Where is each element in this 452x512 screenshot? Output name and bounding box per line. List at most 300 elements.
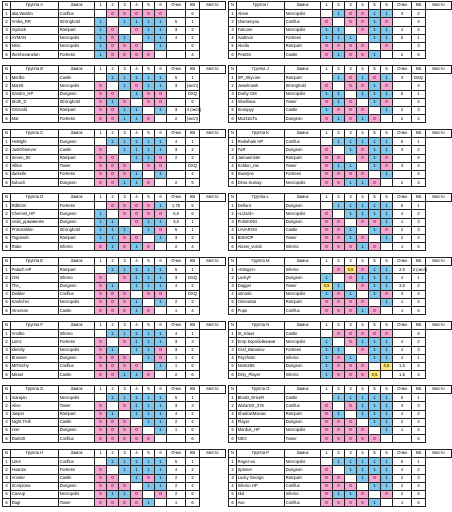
kb-score: 5	[186, 42, 200, 50]
match-result: 0	[321, 226, 333, 234]
header-kb: КВ	[186, 258, 200, 266]
match-result: 0	[107, 202, 119, 210]
group-table	[2, 129, 225, 191]
match-result: 1	[369, 402, 381, 410]
points: 3	[393, 10, 412, 18]
player-castle: Dungeon	[285, 115, 321, 123]
match-result: 1	[333, 10, 345, 18]
row-number: 3	[229, 474, 237, 482]
header-r5: 5	[369, 2, 381, 10]
match-result: 1	[345, 202, 357, 210]
match-result: 1	[155, 34, 167, 42]
player-castle: Stronghold	[59, 18, 95, 26]
row-number: 4	[229, 418, 237, 426]
player-name: Jewelmask	[237, 82, 285, 90]
kb-score: 6	[186, 210, 200, 218]
header-r1: 1	[321, 2, 333, 10]
header-castle: Замок	[285, 66, 321, 74]
match-result	[381, 307, 393, 315]
group-title: Группа K	[237, 130, 285, 138]
match-result: 0	[143, 179, 155, 187]
match-result	[95, 458, 107, 466]
match-result: 1	[143, 218, 155, 226]
match-result: 1	[95, 18, 107, 26]
kb-score: 6	[186, 499, 200, 507]
header-kb: КВ	[412, 386, 426, 394]
table-row	[229, 307, 452, 315]
match-result: 0	[107, 426, 119, 434]
match-result: 0	[345, 82, 357, 90]
table-row	[3, 226, 226, 234]
match-result: 1	[131, 394, 143, 402]
kb-score: 5	[412, 98, 426, 106]
match-result: 1	[155, 170, 167, 178]
match-result: 1	[333, 282, 345, 290]
row-number: 2	[229, 18, 237, 26]
kb-score: 4	[186, 170, 200, 178]
player-name: MuzzZuTa	[237, 115, 285, 123]
match-result: 1	[131, 179, 143, 187]
match-result: 1	[143, 26, 155, 34]
table-row	[3, 282, 226, 290]
header-n: N	[229, 2, 237, 10]
match-result: 1	[155, 26, 167, 34]
match-result	[333, 274, 345, 282]
match-result	[95, 330, 107, 338]
header-r5: 5	[369, 450, 381, 458]
player-castle: Fortress	[59, 170, 95, 178]
match-result: 1	[357, 202, 369, 210]
row-number: 4	[3, 354, 11, 362]
match-result: 0	[333, 243, 345, 251]
header-place: Место	[200, 450, 226, 458]
player-castle: Dungeon	[59, 90, 95, 98]
header-castle: Замок	[59, 2, 95, 10]
row-number: 2	[229, 402, 237, 410]
points: 5	[167, 394, 186, 402]
match-result	[321, 138, 333, 146]
kb-score: (эксп)	[186, 115, 200, 123]
points	[167, 51, 186, 59]
match-result: 0	[333, 106, 345, 114]
header-place: Место	[426, 322, 452, 330]
kb-score: 4	[412, 162, 426, 170]
match-result: 0	[107, 354, 119, 362]
player-castle: Fortress	[285, 170, 321, 178]
player-castle: Castle	[59, 371, 95, 379]
points: 5	[393, 90, 412, 98]
match-result: 1	[143, 458, 155, 466]
match-result	[333, 18, 345, 26]
match-result: 0	[333, 218, 345, 226]
row-number: 6	[3, 179, 11, 187]
kb-score: 2	[412, 410, 426, 418]
match-result: 0	[333, 435, 345, 443]
table-row	[3, 298, 226, 306]
match-result	[131, 290, 143, 298]
match-result: 0	[107, 290, 119, 298]
match-result: 1	[345, 354, 357, 362]
match-result: 1	[143, 138, 155, 146]
player-castle: Necropolis	[285, 290, 321, 298]
points: 2	[167, 298, 186, 306]
match-result: 1	[345, 458, 357, 466]
player-castle: Inferno	[59, 330, 95, 338]
match-result: 0	[321, 466, 333, 474]
player-name: Dirty_Player	[237, 371, 285, 379]
player-name: Falcone	[237, 26, 285, 34]
match-result: 1	[155, 218, 167, 226]
match-result: 1	[95, 34, 107, 42]
player-castle: Rampart	[285, 410, 321, 418]
match-result: 1	[155, 482, 167, 490]
player-castle: Inferno	[285, 371, 321, 379]
match-result: 1	[333, 202, 345, 210]
match-result: 0	[155, 354, 167, 362]
match-result: 0	[119, 499, 131, 507]
player-castle: Inferno	[285, 354, 321, 362]
points: 1	[393, 307, 412, 315]
match-result: 1	[381, 298, 393, 306]
match-result: 1	[95, 234, 107, 242]
row-number: 2	[229, 82, 237, 90]
points	[167, 290, 186, 298]
points	[393, 42, 412, 50]
match-result	[321, 202, 333, 210]
row-number: 4	[229, 34, 237, 42]
match-result: 0	[321, 42, 333, 50]
match-result	[381, 179, 393, 187]
match-result: 1	[155, 338, 167, 346]
kb-score: 1	[412, 394, 426, 402]
table-row	[229, 26, 452, 34]
match-result: 0	[155, 210, 167, 218]
match-result: 1	[369, 146, 381, 154]
player-name: Diabler	[11, 290, 59, 298]
group-table	[2, 449, 225, 511]
player-castle: Conflux	[59, 290, 95, 298]
match-result: 0	[155, 290, 167, 298]
match-result: 1	[381, 410, 393, 418]
match-result: 1	[143, 410, 155, 418]
match-result: 0	[357, 426, 369, 434]
kb-score: DSQ	[186, 274, 200, 282]
player-castle: Rampart	[59, 410, 95, 418]
table-row	[229, 98, 452, 106]
match-result: 1	[95, 42, 107, 50]
match-result: 1	[369, 82, 381, 90]
table-row	[229, 34, 452, 42]
points: 4	[393, 338, 412, 346]
player-name: bubuch	[11, 179, 59, 187]
match-result	[131, 34, 143, 42]
match-result	[369, 490, 381, 498]
points: 2	[167, 371, 186, 379]
player-name: Browser	[11, 354, 59, 362]
match-result	[369, 170, 381, 178]
kb-score: 3	[186, 154, 200, 162]
match-result: 0	[357, 42, 369, 50]
group-table	[2, 257, 225, 319]
player-name: Dagr	[11, 499, 59, 507]
points: 1	[167, 426, 186, 434]
points: 2	[393, 226, 412, 234]
match-result: 1	[345, 466, 357, 474]
match-result: 1	[131, 402, 143, 410]
match-result: 1	[369, 282, 381, 290]
match-result: 0	[333, 330, 345, 338]
row-number: 1	[229, 266, 237, 274]
player-castle: Rampart	[59, 234, 95, 242]
row-number: 3	[229, 218, 237, 226]
header-castle: Замок	[285, 2, 321, 10]
points: 3	[393, 290, 412, 298]
row-number: 1	[3, 458, 11, 466]
player-castle: Dungeon	[59, 354, 95, 362]
match-result: 0	[345, 371, 357, 379]
header-place: Место	[200, 130, 226, 138]
header-points: Очки	[167, 386, 186, 394]
table-row	[229, 146, 452, 154]
group-title: Группа M	[237, 258, 285, 266]
header-r1: 1	[95, 194, 107, 202]
row-number: 5	[3, 426, 11, 434]
kb-score: 1	[186, 218, 200, 226]
match-result: 1	[381, 338, 393, 346]
match-result: 0,5	[345, 266, 357, 274]
table-row	[229, 74, 452, 82]
match-result: 0	[345, 402, 357, 410]
header-points: Очки	[393, 322, 412, 330]
match-result: 1	[131, 138, 143, 146]
kb-score: 2	[412, 115, 426, 123]
table-row	[3, 26, 226, 34]
match-result: 0	[333, 170, 345, 178]
match-result: 1	[369, 138, 381, 146]
points	[393, 82, 412, 90]
header-r3: 3	[345, 386, 357, 394]
match-result: 0	[107, 179, 119, 187]
row-number: 3	[3, 154, 11, 162]
table-row	[3, 418, 226, 426]
player-name: ShadowManiac	[237, 410, 285, 418]
match-result: 1	[333, 26, 345, 34]
player-castle: Castle	[59, 146, 95, 154]
header-r6: 6	[155, 2, 167, 10]
player-castle: Castle	[285, 51, 321, 59]
player-castle: Rampart	[59, 26, 95, 34]
match-result: 1	[131, 274, 143, 282]
match-result: 1	[381, 402, 393, 410]
match-result: 1	[131, 74, 143, 82]
match-result: 0	[357, 282, 369, 290]
header-r4: 4	[357, 450, 369, 458]
player-castle: Fortress	[59, 51, 95, 59]
match-result: 1	[345, 290, 357, 298]
match-result: 1	[369, 410, 381, 418]
kb-score: 4	[186, 418, 200, 426]
kb-score: 2	[412, 338, 426, 346]
group-table	[2, 1, 225, 63]
row-number: 3	[3, 282, 11, 290]
match-result: 0	[369, 179, 381, 187]
match-result: 1	[119, 330, 131, 338]
match-result: 0	[345, 298, 357, 306]
header-r1: 1	[321, 258, 333, 266]
match-result	[381, 499, 393, 507]
match-result: 1	[345, 34, 357, 42]
header-points: Очки	[393, 386, 412, 394]
match-result: 1	[143, 482, 155, 490]
row-number: 6	[229, 115, 237, 123]
match-result: 0	[131, 218, 143, 226]
header-r4: 4	[131, 130, 143, 138]
match-result: 1	[369, 499, 381, 507]
header-r3: 3	[345, 450, 357, 458]
row-number: 5	[229, 170, 237, 178]
points: 3	[167, 82, 186, 90]
header-n: N	[3, 258, 11, 266]
points: 2	[393, 234, 412, 242]
match-result	[119, 218, 131, 226]
match-result: 1	[345, 210, 357, 218]
row-number: 1	[229, 202, 237, 210]
table-row	[229, 51, 452, 59]
player-name: Graf_Bananov	[237, 346, 285, 354]
table-row	[3, 170, 226, 178]
match-result	[357, 482, 369, 490]
header-r5: 5	[143, 66, 155, 74]
row-number: 3	[229, 346, 237, 354]
match-result: 1	[381, 234, 393, 242]
match-result: 1	[155, 82, 167, 90]
match-result: 0	[95, 426, 107, 434]
kb-score: 1	[186, 330, 200, 338]
player-name: Егор Коробейников	[237, 338, 285, 346]
table-row	[229, 362, 452, 370]
match-result: 1	[333, 98, 345, 106]
player-castle: Dungeon	[285, 218, 321, 226]
header-kb: КВ	[186, 66, 200, 74]
match-result	[95, 202, 107, 210]
table-row	[229, 435, 452, 443]
player-castle: Conflux	[59, 10, 95, 18]
header-r5: 5	[143, 322, 155, 330]
match-result: 1	[143, 154, 155, 162]
match-result	[143, 42, 155, 50]
match-result: 0	[95, 346, 107, 354]
match-result	[131, 98, 143, 106]
match-result: 1	[95, 218, 107, 226]
match-result: 0	[345, 274, 357, 282]
points: 0,5	[167, 210, 186, 218]
header-r6: 6	[155, 130, 167, 138]
table-row	[229, 234, 452, 242]
header-r4: 4	[357, 2, 369, 10]
header-r2: 2	[333, 130, 345, 138]
match-result: 0	[119, 298, 131, 306]
match-result: 1	[357, 466, 369, 474]
points: 2	[167, 243, 186, 251]
player-castle: Dungeon	[59, 138, 95, 146]
row-number: 4	[229, 354, 237, 362]
player-name: Nitro	[11, 42, 59, 50]
match-result	[357, 226, 369, 234]
header-place: Место	[200, 194, 226, 202]
match-result: 0	[155, 154, 167, 162]
player-castle: Conflux	[285, 138, 321, 146]
match-result: 0	[345, 330, 357, 338]
match-result	[131, 482, 143, 490]
match-result: 0	[321, 162, 333, 170]
player-castle: Fortress	[285, 34, 321, 42]
header-r3: 3	[119, 322, 131, 330]
match-result: 1	[155, 418, 167, 426]
table-row	[229, 338, 452, 346]
match-result: 0	[321, 146, 333, 154]
match-result	[345, 26, 357, 34]
header-r6: 6	[155, 258, 167, 266]
header-r6: 6	[381, 322, 393, 330]
match-result: 0	[321, 218, 333, 226]
match-result: 0	[381, 98, 393, 106]
header-castle: Замок	[285, 322, 321, 330]
match-result: 0	[95, 146, 107, 154]
points: 1	[393, 499, 412, 507]
match-result: 1	[333, 346, 345, 354]
match-result: 1	[321, 338, 333, 346]
match-result: 0	[119, 10, 131, 18]
kb-score: 5	[412, 362, 426, 370]
match-result: 0	[357, 371, 369, 379]
points: 5	[393, 34, 412, 42]
match-result: 0	[321, 410, 333, 418]
match-result: 0	[321, 234, 333, 242]
match-result: 0	[143, 210, 155, 218]
header-r4: 4	[357, 194, 369, 202]
header-r2: 2	[107, 386, 119, 394]
group-title: Группа N	[237, 322, 285, 330]
match-result	[369, 106, 381, 114]
header-r2: 2	[107, 322, 119, 330]
group-title: Группа B	[11, 66, 59, 74]
match-result: 0	[345, 51, 357, 59]
table-row	[229, 210, 452, 218]
match-result: 0	[95, 243, 107, 251]
player-castle: Dungeon	[285, 146, 321, 154]
table-row	[3, 202, 226, 210]
header-kb: КВ	[186, 386, 200, 394]
player-name: LuckyF	[237, 274, 285, 282]
header-kb: КВ	[412, 2, 426, 10]
table-row	[3, 330, 226, 338]
player-name: Alone	[237, 10, 285, 18]
group-table	[228, 321, 451, 383]
header-r3: 3	[345, 194, 357, 202]
kb-score: 1	[412, 354, 426, 362]
match-result: 1	[155, 146, 167, 154]
match-result: 1	[333, 51, 345, 59]
points: 2,5	[393, 266, 412, 274]
match-result: 1	[333, 138, 345, 146]
header-castle: Замок	[285, 130, 321, 138]
match-result: 0	[333, 234, 345, 242]
match-result: 1	[107, 410, 119, 418]
match-result: 0	[119, 307, 131, 315]
table-row	[3, 307, 226, 315]
kb-score: 4	[186, 307, 200, 315]
kb-score: 2	[186, 34, 200, 42]
